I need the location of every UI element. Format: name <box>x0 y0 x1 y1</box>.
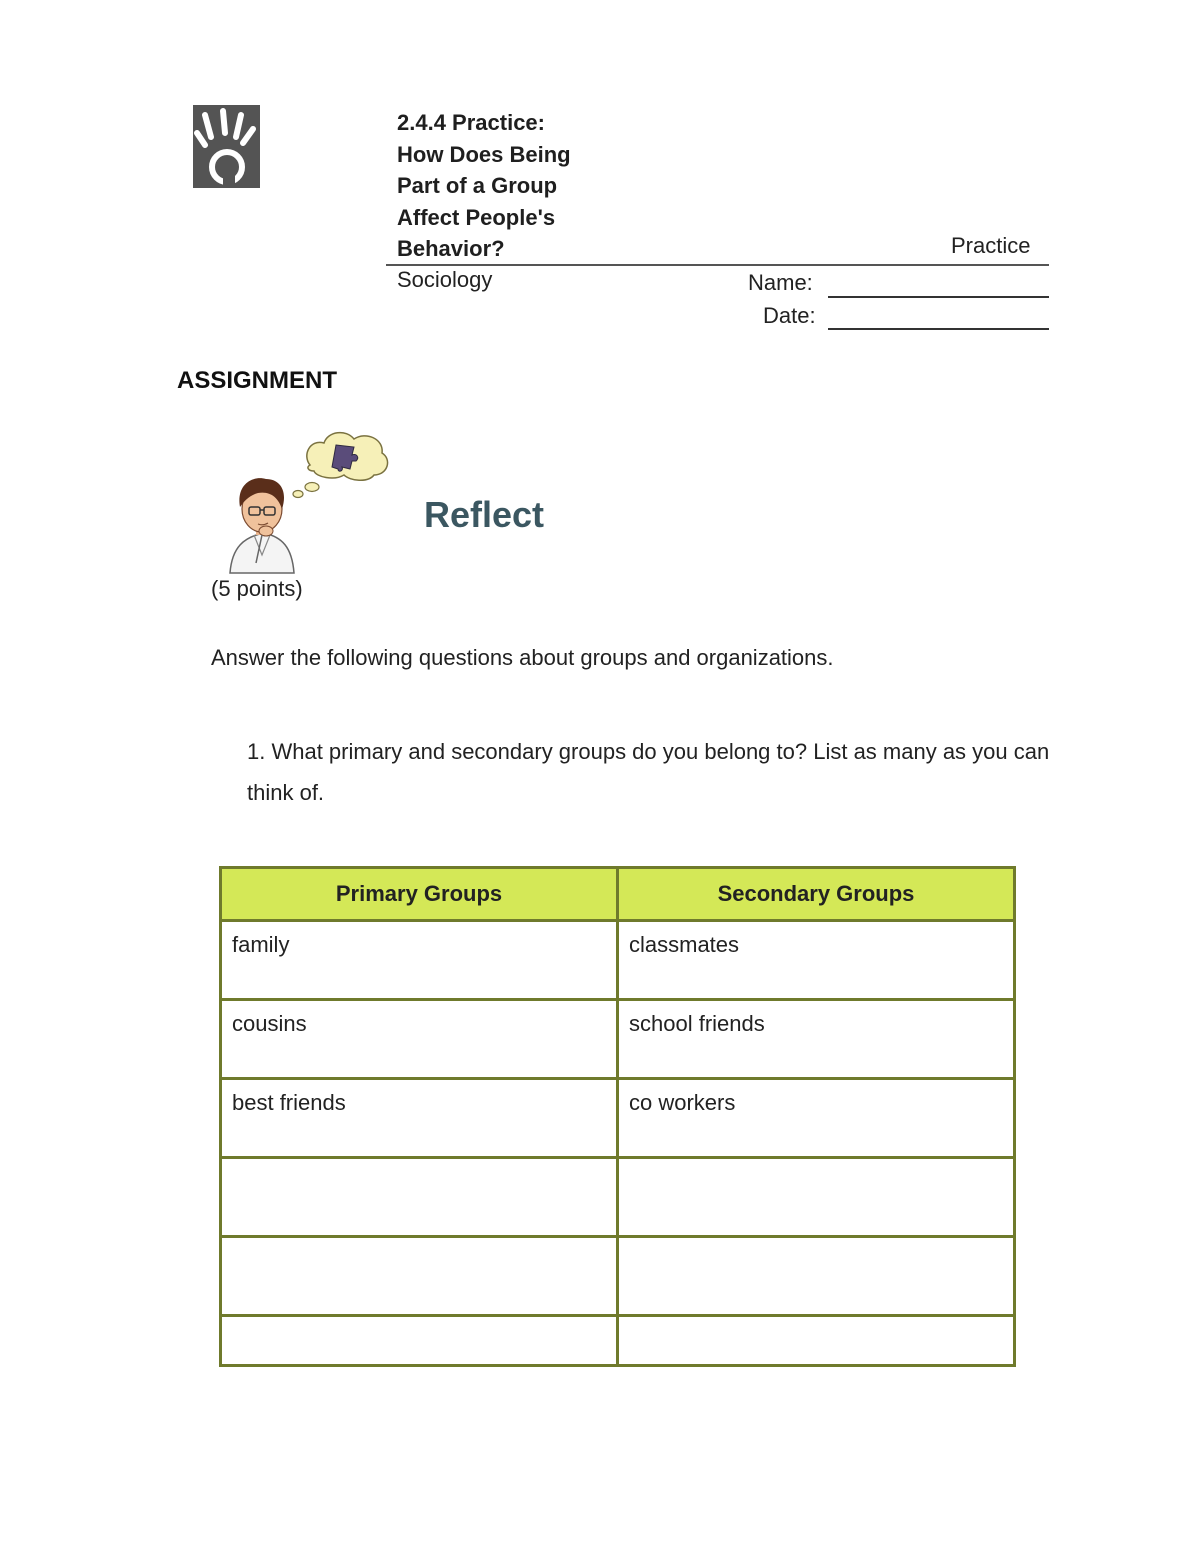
logo-icon <box>193 105 260 188</box>
header-divider <box>386 264 1049 266</box>
column-header-secondary: Secondary Groups <box>618 868 1015 921</box>
primary-group-cell[interactable]: family <box>221 921 618 1000</box>
primary-group-cell[interactable] <box>221 1316 618 1366</box>
subject-label: Sociology <box>397 267 493 292</box>
primary-group-cell[interactable]: best friends <box>221 1079 618 1158</box>
table-row <box>221 921 1015 1000</box>
title-line: Behavior? <box>397 236 505 261</box>
instructions-text: Answer the following questions about groups and organizations. <box>211 645 834 670</box>
secondary-group-cell[interactable]: school friends <box>618 1000 1015 1079</box>
table-header-row <box>221 868 1015 921</box>
secondary-group-cell[interactable]: classmates <box>618 921 1015 1000</box>
thinking-person-icon <box>222 425 392 575</box>
table-row <box>221 1316 1015 1366</box>
secondary-group-cell[interactable] <box>618 1237 1015 1316</box>
title-line: 2.4.4 Practice: <box>397 110 545 135</box>
date-label: Date: <box>763 303 816 328</box>
secondary-group-cell[interactable] <box>618 1158 1015 1237</box>
section-title: Reflect <box>424 494 545 535</box>
primary-group-cell[interactable] <box>221 1158 618 1237</box>
secondary-group-cell[interactable]: co workers <box>618 1079 1015 1158</box>
assignment-heading: ASSIGNMENT <box>177 367 338 394</box>
date-field[interactable] <box>828 328 1049 330</box>
document-type-label: Practice <box>951 233 1031 258</box>
table-row <box>221 1079 1015 1158</box>
question-1: 1. What primary and secondary groups do you belong to? List as many as you can think of. <box>247 739 1050 805</box>
secondary-group-cell[interactable] <box>618 1316 1015 1366</box>
title-line: How Does Being <box>397 141 571 167</box>
points-label: (5 points) <box>211 576 303 601</box>
title-line: Affect People's <box>397 204 556 230</box>
primary-group-cell[interactable] <box>221 1237 618 1316</box>
primary-group-cell[interactable]: cousins <box>221 1000 618 1079</box>
name-field[interactable] <box>828 296 1049 298</box>
table-row <box>221 1237 1015 1316</box>
page-title <box>397 107 571 265</box>
table-row <box>221 1158 1015 1237</box>
table-row <box>221 1000 1015 1079</box>
groups-table <box>219 866 1016 1367</box>
column-header-primary: Primary Groups <box>221 868 618 921</box>
name-label: Name: <box>748 270 813 295</box>
title-line: Part of a Group <box>397 173 558 198</box>
